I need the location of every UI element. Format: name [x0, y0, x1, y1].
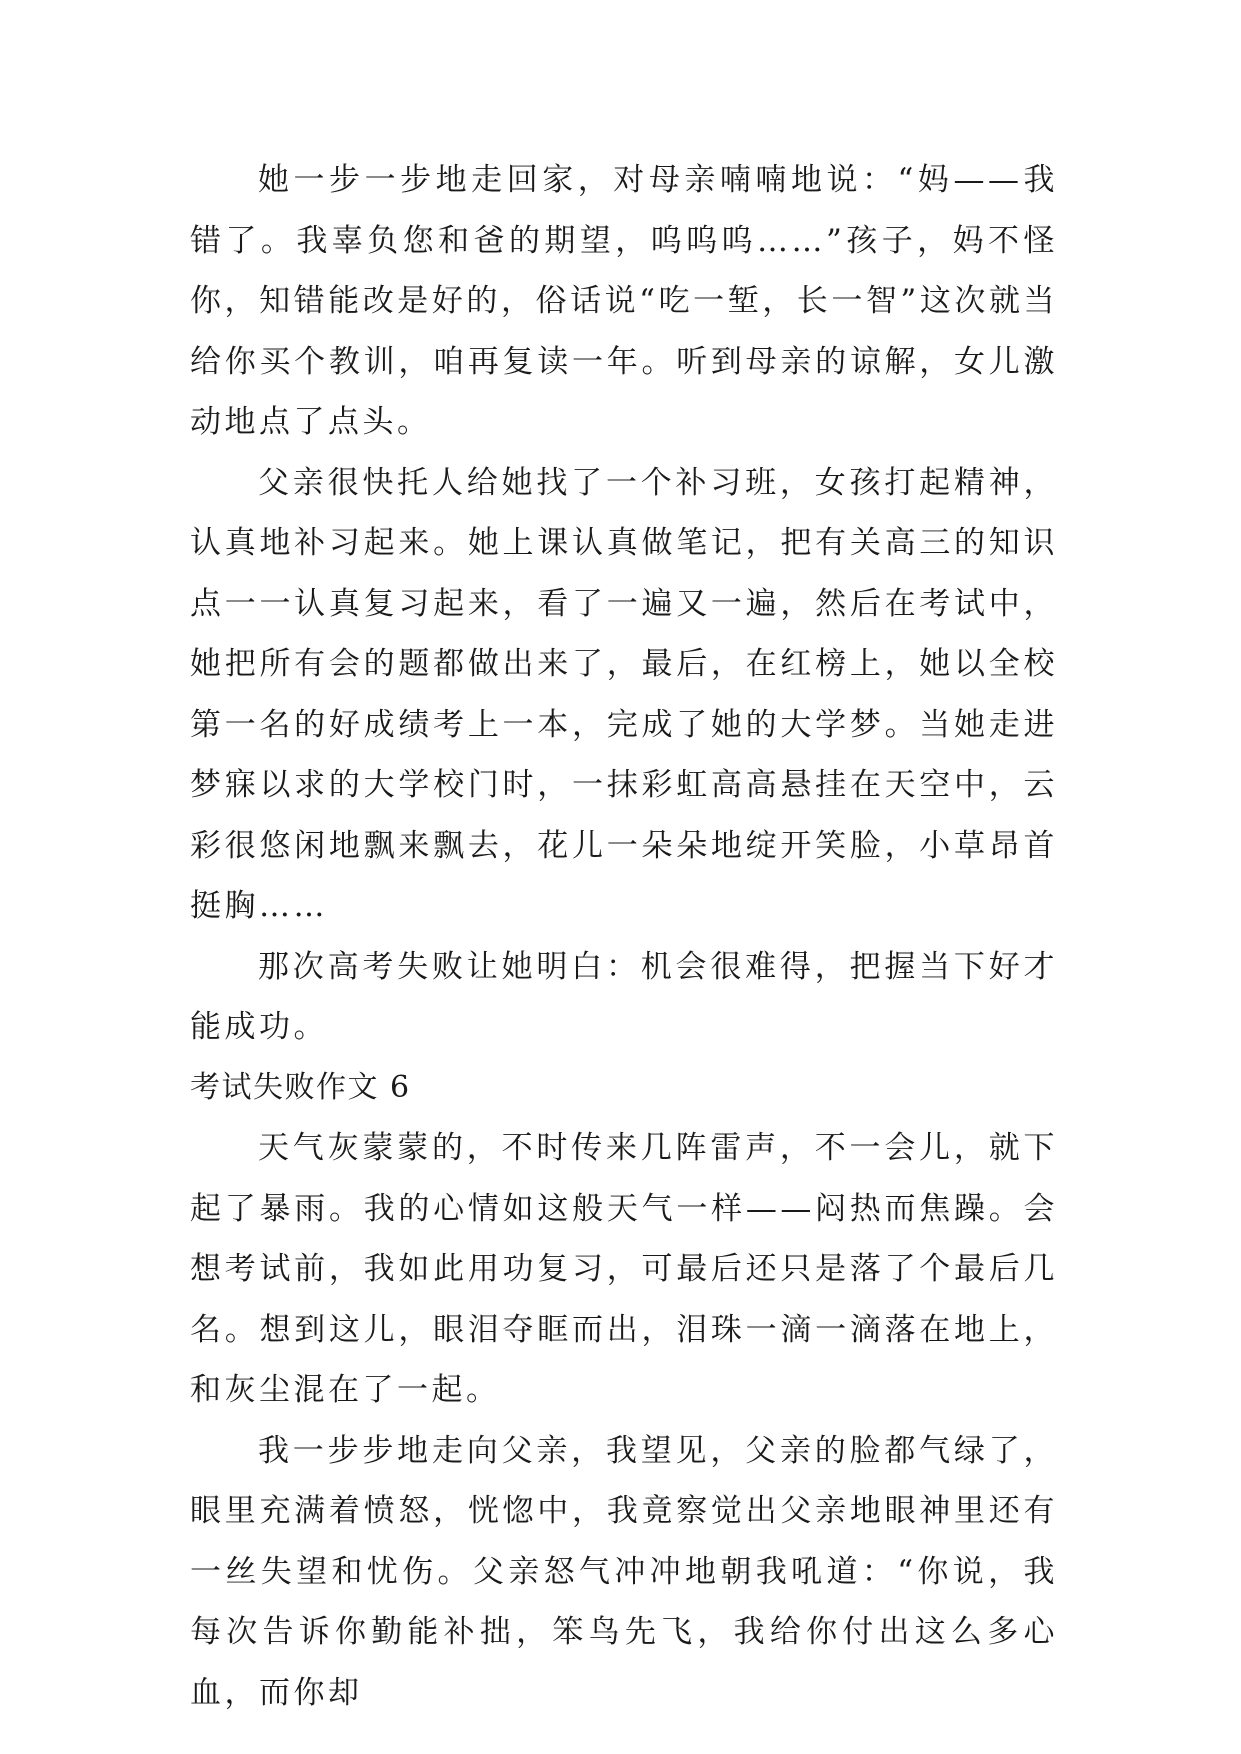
paragraph-study-success: 父亲很快托人给她找了一个补习班，女孩打起精神，认真地补习起来。她上课认真做笔记，把有关高三的知识点一一认真复习起来，看了一遍又一遍，然后在考试中，她把所有会的题都做出来了，最后，在红榜上，她以全校第一名的好成绩考上一本，完成了她的大学梦。当她走进梦寐以求的大学校门时，一抹彩虹高高悬挂在天空中，云彩很悠闲地飘来飘去，花儿一朵朵地绽开笑脸，小草昂首挺胸…… [190, 464, 1058, 924]
paragraph-rainy-day: 天气灰蒙蒙的，不时传来几阵雷声，不一会儿，就下起了暴雨。我的心情如这般天气一样——闷热而焦躁。会想考试前，我如此用功复习，可最后还只是落了个最后几名。想到这儿，眼泪夺眶而出，泪珠一滴一滴落在地上，和灰尘混在了一起。 [190, 1130, 1058, 1408]
paragraph-father-angry: 我一步步地走向父亲，我望见，父亲的脸都气绿了，眼里充满着愤怒，恍惚中，我竟察觉出父亲地眼神里还有一丝失望和忧伤。父亲怒气冲冲地朝我吼道：“你说，我每次告诉你勤能补拙，笨鸟先飞，我给你付出这么多心血，而你却 [190, 1432, 1058, 1711]
paragraph-mother-forgives: 她一步一步地走回家，对母亲喃喃地说：“妈——我错了。我辜负您和爸的期望，呜呜呜……”孩子，妈不怪你，知错能改是好的，俗话说“吃一堑，长一智”这次就当给你买个教训，咱再复读一年。听到母亲的谅解，女儿激动地点了点头。 [190, 162, 1058, 440]
document-page [190, 150, 1058, 1723]
paragraph-lesson-learned: 那次高考失败让她明白：机会很难得，把握当下好才能成功。 [190, 948, 1058, 1045]
section-heading: 考试失败作文 6 [190, 1069, 411, 1105]
